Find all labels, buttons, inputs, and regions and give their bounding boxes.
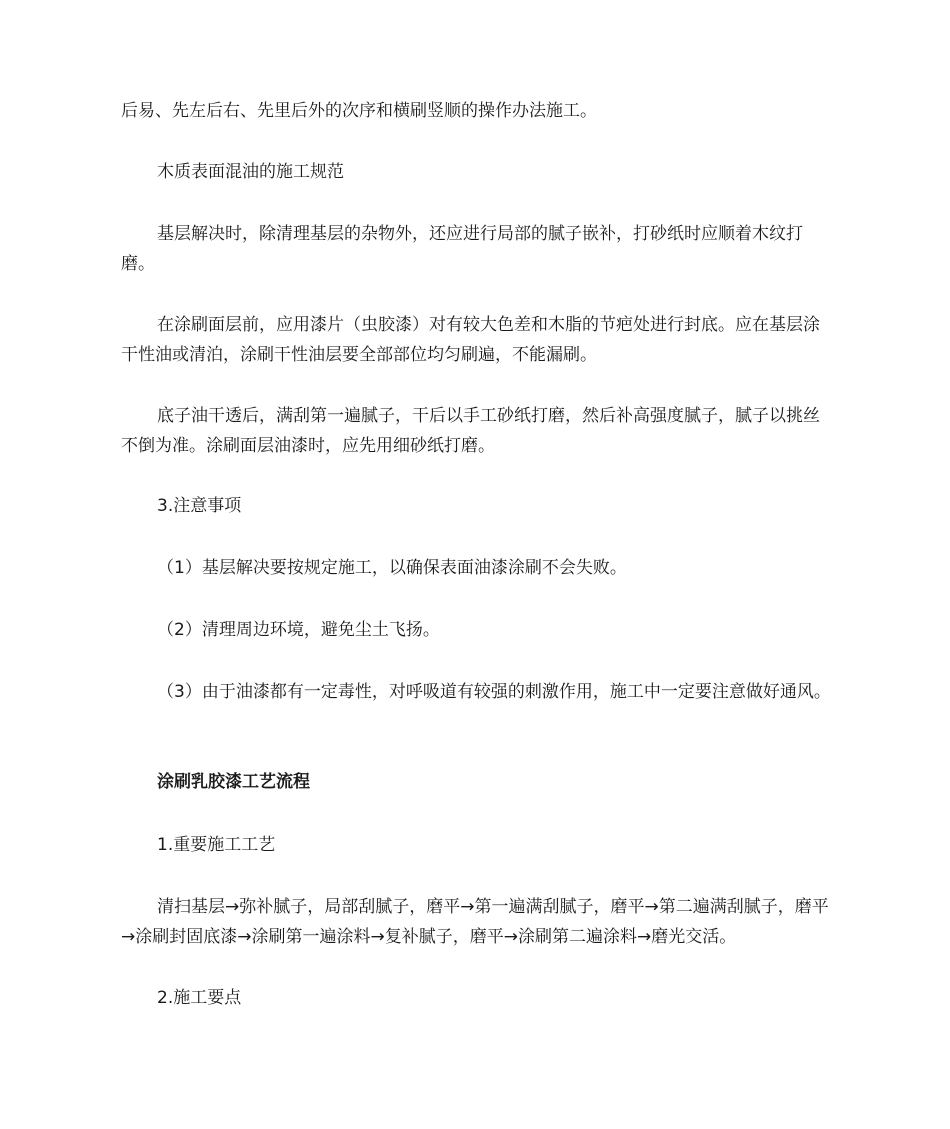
section-heading-precautions: 3.注意事项	[157, 496, 242, 516]
paragraph-putty: 底子油干透后，满刮第一遍腻子，干后以手工砂纸打磨，然后补高强度腻子，腻子以挑丝不倒为准。涂刷面层油漆时，应先用细砂纸打磨。	[121, 406, 820, 456]
list-item-precaution-2: （2）清理周边环境，避免尘土飞扬。	[157, 620, 440, 640]
section-heading-latex-paint: 涂刷乳胶漆工艺流程	[157, 772, 310, 792]
paragraph-continuation: 后易、先左后右、先里后外的次序和横刷竖顺的操作办法施工。	[121, 101, 597, 121]
section-heading-key-points: 2.施工要点	[157, 988, 242, 1008]
paragraph-process-flow: 清扫基层→弥补腻子，局部刮腻子，磨平→第一遍满刮腻子，磨平→第二遍满刮腻子，磨平→涂刷封固底漆→涂刷第一遍涂料→复补腻子，磨平→涂刷第二遍涂料→磨光交活。	[121, 897, 829, 947]
section-heading-wood-mixed-oil: 木质表面混油的施工规范	[157, 162, 344, 182]
list-item-precaution-1: （1）基层解决要按规定施工，以确保表面油漆涂刷不会失败。	[157, 558, 627, 578]
paragraph-sealing: 在涂刷面层前，应用漆片（虫胶漆）对有较大色差和木脂的节疤处进行封底。应在基层涂干性油或清泊，涂刷干性油层要全部部位均匀刷遍，不能漏刷。	[121, 315, 820, 365]
list-item-precaution-3: （3）由于油漆都有一定毒性，对呼吸道有较强的刺激作用，施工中一定要注意做好通风。	[157, 682, 831, 702]
paragraph-base-treatment: 基层解决时，除清理基层的杂物外，还应进行局部的腻子嵌补，打砂纸时应顺着木纹打磨。	[121, 224, 803, 274]
section-heading-main-process: 1.重要施工工艺	[157, 835, 276, 855]
